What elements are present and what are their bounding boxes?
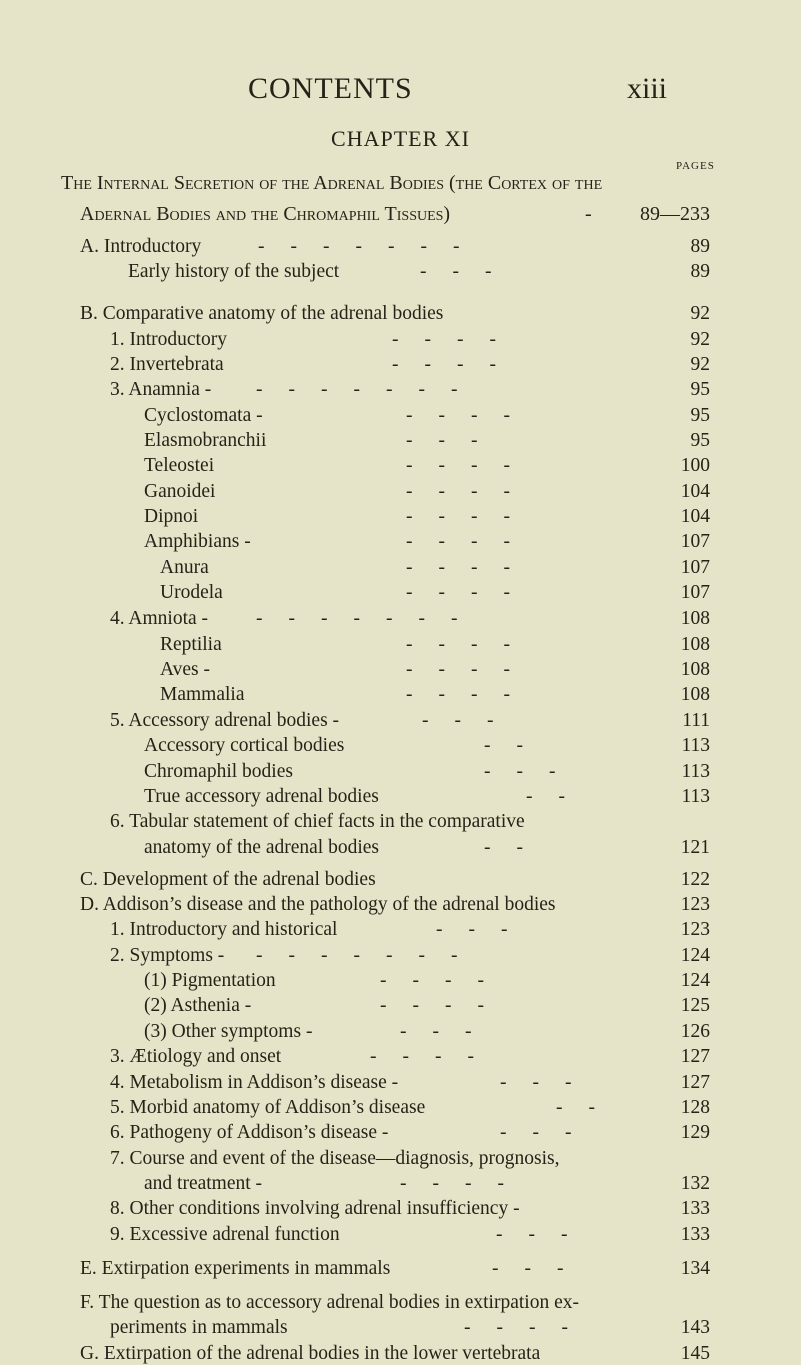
toc-entry-text: 7. Course and event of the disease—diagnosis, prognosis, — [110, 1148, 560, 1169]
toc-entry-text: True accessory adrenal bodies — [144, 786, 379, 807]
toc-page-number: 127 — [680, 1072, 710, 1093]
leader-dashes: --- — [400, 1021, 498, 1042]
toc-entry-text: Anura — [160, 557, 209, 578]
leader-dashes: ---- — [406, 659, 536, 680]
toc-entry-text: 1. Introductory — [110, 329, 227, 350]
toc-page-number: 92 — [690, 303, 710, 324]
toc-entry-text: 8. Other conditions involving adrenal insufficiency - — [110, 1198, 520, 1219]
toc-entry-text: Ganoidei — [144, 481, 216, 502]
toc-entry-text: 6. Tabular statement of chief facts in the comparative — [110, 811, 525, 832]
leader-dashes: ---- — [406, 531, 536, 552]
toc-entry-text: 3. Anamnia - — [110, 379, 212, 400]
toc-page-number: 123 — [680, 919, 710, 940]
leader-dashes: --- — [496, 1224, 594, 1245]
toc-entry-text: Aves - — [160, 659, 210, 680]
toc-page-number: 128 — [680, 1097, 710, 1118]
toc-entry-text: 4. Amniota - — [110, 608, 209, 629]
leader-dashes: ------- — [256, 379, 484, 400]
toc-entry-text: A. Introductory — [80, 236, 202, 257]
toc-entry-text: 6. Pathogeny of Addison’s disease - — [110, 1122, 389, 1143]
leader-dashes: ---- — [406, 455, 536, 476]
toc-entry-text: Dipnoi — [144, 506, 199, 527]
toc-entry-text: D. Addison’s disease and the pathology of the adrenal bodies — [80, 894, 556, 915]
toc-entry-text: 2. Symptoms - — [110, 945, 225, 966]
toc-page-number: 133 — [680, 1198, 710, 1219]
toc-entry-text: Amphibians - — [144, 531, 251, 552]
toc-entry-text: 3. Ætiology and onset — [110, 1046, 282, 1067]
toc-page-number: 113 — [681, 761, 710, 782]
toc-page-number: 95 — [690, 379, 710, 400]
toc-page-number: 111 — [682, 710, 710, 731]
leader-dashes: ---- — [370, 1046, 500, 1067]
toc-page-number: 124 — [680, 970, 710, 991]
toc-entry-text: E. Extirpation experiments in mammals — [80, 1258, 391, 1279]
toc-entry-text: Elasmobranchii — [144, 430, 267, 451]
toc-page-number: 92 — [690, 329, 710, 350]
toc-entry-text: Early history of the subject — [128, 261, 340, 282]
leader-dashes: --- — [500, 1122, 598, 1143]
leader-dashes: ---- — [406, 481, 536, 502]
toc-page-number: 108 — [680, 684, 710, 705]
toc-page-number: 126 — [680, 1021, 710, 1042]
chapter-heading: CHAPTER XI — [331, 126, 470, 151]
toc-page-number: 108 — [680, 608, 710, 629]
leader-dashes: ------- — [258, 236, 486, 257]
toc-page-number: 122 — [680, 869, 710, 890]
chapter-title-line-1: The Internal Secretion of the Adrenal Bodies (the Cortex of the — [61, 172, 603, 194]
toc-page-number: 95 — [690, 430, 710, 451]
toc-entry-text: Chromaphil bodies — [144, 761, 293, 782]
toc-page-number: 129 — [680, 1122, 710, 1143]
toc-page-number: 108 — [680, 659, 710, 680]
toc-entry-text: (1) Pigmentation — [144, 970, 276, 991]
toc-page-number: 121 — [680, 837, 710, 858]
leader-dashes: --- — [436, 919, 534, 940]
leader-dashes: --- — [422, 710, 520, 731]
toc-page-number: 107 — [680, 557, 710, 578]
leader-dashes: ---- — [406, 557, 536, 578]
toc-entry-text: C. Development of the adrenal bodies — [80, 869, 376, 890]
leader-dashes: --- — [500, 1072, 598, 1093]
toc-entry-text: Mammalia — [160, 684, 245, 705]
toc-page-number: 125 — [680, 995, 710, 1016]
toc-entry-text: 5. Morbid anatomy of Addison’s disease — [110, 1097, 426, 1118]
leader-dashes: -- — [484, 735, 549, 756]
toc-page-number: 123 — [680, 894, 710, 915]
toc-page-number: 132 — [680, 1173, 710, 1194]
leader-dashes: --- — [492, 1258, 590, 1279]
toc-page-number: 127 — [680, 1046, 710, 1067]
toc-page-number: 133 — [680, 1224, 710, 1245]
leader-dash: - — [585, 203, 592, 225]
toc-page-number: 89 — [690, 261, 710, 282]
toc-entry-text: Teleostei — [144, 455, 215, 476]
leader-dashes: ---- — [406, 405, 536, 426]
toc-entry-text: B. Comparative anatomy of the adrenal bodies — [80, 303, 444, 324]
toc-page-number: 89 — [690, 236, 710, 257]
toc-page-number: 92 — [690, 354, 710, 375]
toc-entry-text: Urodela — [160, 582, 223, 603]
chapter-title-line-2-text: Adernal Bodies and the Chromaphil Tissues) — [80, 203, 451, 225]
leader-dashes: ---- — [392, 354, 522, 375]
leader-dashes: ---- — [464, 1317, 594, 1338]
chapter-title-line-2 — [80, 203, 710, 226]
toc-page-number: 143 — [680, 1317, 710, 1338]
leader-dashes: ---- — [380, 970, 510, 991]
leader-dashes: --- — [420, 261, 518, 282]
toc-entry-text: (2) Asthenia - — [144, 995, 252, 1016]
toc-entry-text: Reptilia — [160, 634, 222, 655]
toc-page-number: 134 — [680, 1258, 710, 1279]
toc-page-number: 104 — [680, 506, 710, 527]
toc-page-number: 107 — [680, 531, 710, 552]
toc-page-number: 113 — [681, 786, 710, 807]
toc-entry-text: 2. Invertebrata — [110, 354, 224, 375]
leader-dashes: -- — [556, 1097, 621, 1118]
toc-entry-text: 1. Introductory and historical — [110, 919, 338, 940]
toc-entry-text: (3) Other symptoms - — [144, 1021, 313, 1042]
toc-entry-text: anatomy of the adrenal bodies — [144, 837, 379, 858]
toc-page-number: 113 — [681, 735, 710, 756]
toc-entry-text: G. Extirpation of the adrenal bodies in the lower vertebrata — [80, 1343, 541, 1364]
leader-dashes: ---- — [406, 634, 536, 655]
toc-page-number: 104 — [680, 481, 710, 502]
toc-entry-text: and treatment - — [144, 1173, 263, 1194]
toc-entry-text: Accessory cortical bodies — [144, 735, 345, 756]
leader-dashes: -- — [526, 786, 591, 807]
toc-page-number: 108 — [680, 634, 710, 655]
toc-entry-text: 5. Accessory adrenal bodies - — [110, 710, 340, 731]
leader-dashes: ---- — [400, 1173, 530, 1194]
leader-dashes: ---- — [406, 684, 536, 705]
pages-column-label: PAGES — [676, 160, 715, 172]
leader-dashes: ------- — [256, 608, 484, 629]
leader-dashes: --- — [406, 430, 504, 451]
leader-dashes: ---- — [406, 582, 536, 603]
leader-dashes: ---- — [406, 506, 536, 527]
chapter-page-range: 89—233 — [640, 203, 710, 225]
leader-dashes: ---- — [380, 995, 510, 1016]
toc-page-number: 145 — [680, 1343, 710, 1364]
leader-dashes: ------- — [256, 945, 484, 966]
toc-entry-text: 4. Metabolism in Addison’s disease - — [110, 1072, 399, 1093]
leader-dashes: ---- — [392, 329, 522, 350]
toc-page-number: 100 — [680, 455, 710, 476]
toc-entry-text: periments in mammals — [110, 1317, 288, 1338]
running-head-page-number: xiii — [627, 72, 668, 105]
toc-entry-text: Cyclostomata - — [144, 405, 263, 426]
toc-page-number: 95 — [690, 405, 710, 426]
leader-dashes: --- — [484, 761, 582, 782]
toc-entry-text: F. The question as to accessory adrenal bodies in extirpation ex- — [80, 1292, 579, 1313]
toc-page-number: 107 — [680, 582, 710, 603]
toc-entry-text: 9. Excessive adrenal function — [110, 1224, 340, 1245]
toc-page-number: 124 — [680, 945, 710, 966]
leader-dashes: -- — [484, 837, 549, 858]
running-head — [0, 72, 801, 112]
running-head-title: CONTENTS — [248, 72, 413, 105]
